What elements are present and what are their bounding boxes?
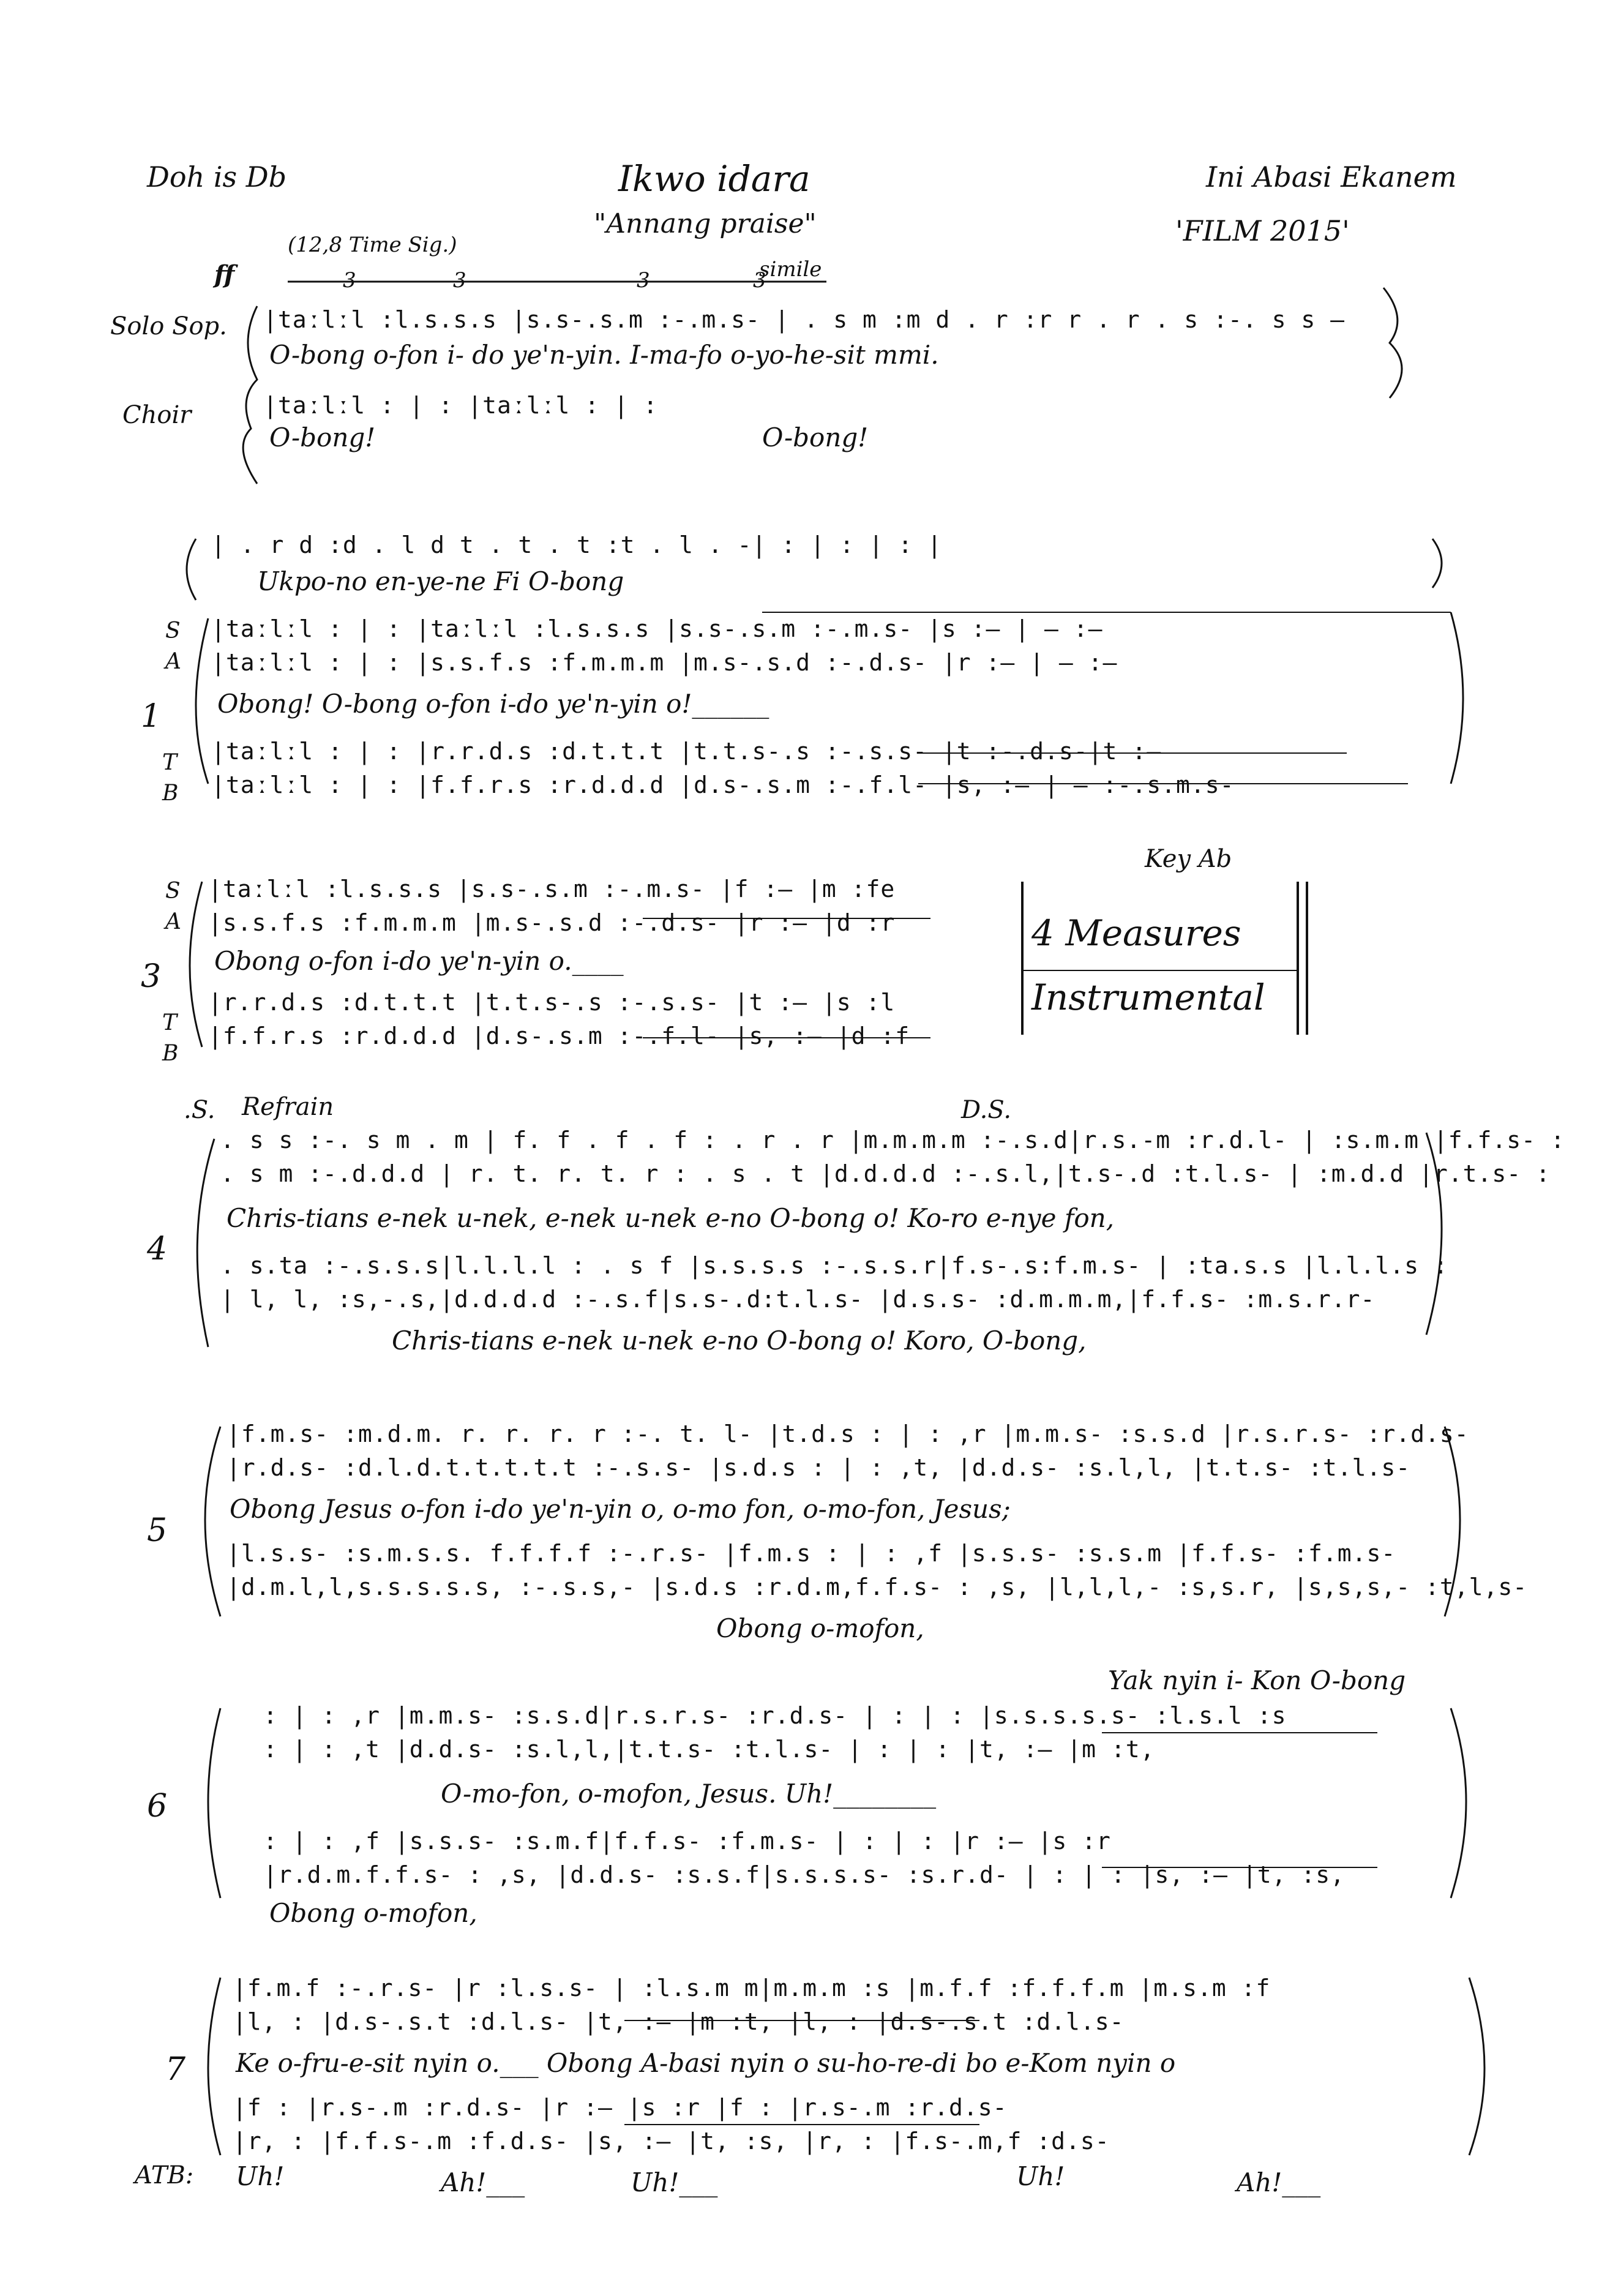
system5-s-notes: |f.m.s- :m.d.m. r. r. r. r :-. t. l- |t.d.s : | : ,r |m.m.s- :s.s.d |r.s.r.s- :r.d.s- <box>226 1420 1469 1447</box>
page-title: Ikwo idara <box>618 158 810 200</box>
triplet-mark-4: 3 <box>753 268 766 293</box>
system7-lyrics: Ke o-fru-e-sit nyin o.___ Obong A-basi nyin o su-ho-re-di bo e-Kom nyin o <box>236 2048 1176 2078</box>
system2-b-notes: |taːlːl : | : |f.f.r.s :r.d.d.d |d.s-.s.m :-.f.l- |s, :— | — :-.s.m.s- <box>211 771 1235 798</box>
system2-t-label: T <box>162 750 178 775</box>
system2-a-label: A <box>165 649 181 674</box>
page-subtitle: "Annang praise" <box>594 208 817 239</box>
system7-s-notes: |f.m.f :-.r.s- |r :l.s.s- | :l.s.m m|m.m.m :s |m.f.f :f.f.f.m |m.s.m :f <box>233 1975 1271 2001</box>
system6-lyrics-b: Obong o-mofon, <box>269 1898 477 1928</box>
system1-left-brace <box>243 306 257 484</box>
system7-a-notes: |l, : |d.s-.s.t :d.l.s- |t, :— |m :t, |l, : |d.s-.s.t :d.l.s- <box>233 2008 1125 2035</box>
system6-b-notes: |r.d.m.f.f.s- : ,s, |d.d.s- :s.s.f|s.s.s.s- :s.r.d- | : | : |s, :— |t, :s, <box>263 1861 1345 1888</box>
triplet-mark-2: 3 <box>453 268 466 293</box>
system6-number: 6 <box>147 1788 168 1825</box>
system3-t-notes: |r.r.d.s :d.t.t.t |t.t.s-.s :-.s.s- |t :— |s :l <box>208 989 896 1016</box>
system1-solo-lyrics: O-bong o-fon i- do ye'n-yin. I-ma-fo o-yo-he-sit mmi. <box>269 340 939 370</box>
system1-choir-notes: |taːlːl : | : |taːlːl : | : <box>263 392 658 419</box>
time-signature-note: (12,8 Time Sig.) <box>288 233 457 257</box>
segno-sign: .S. <box>184 1096 215 1124</box>
dynamic-marking: ff <box>214 260 235 289</box>
system2-t-notes: |taːlːl : | : |r.r.d.s :d.t.t.t |t.t.s-.s :-.s.s- |t :-.d.s-|t :— <box>211 738 1162 765</box>
system2-s-notes: |taːlːl : | : |taːlːl :l.s.s.s |s.s-.s.m :-.m.s- |s :— | — :— <box>211 615 1103 642</box>
system7-atb-lyrics-4: Uh! <box>1016 2161 1065 2191</box>
system7-number: 7 <box>165 2051 186 2088</box>
system7-atb-lyrics-2: Ah!___ <box>441 2167 525 2197</box>
refrain-label: Refrain <box>242 1093 334 1121</box>
system3-s-notes: |taːlːl :l.s.s.s |s.s-.s.m :-.m.s- |f :— |m :fe <box>208 876 896 902</box>
system3-a-label: A <box>165 909 181 934</box>
system3-a-notes: |s.s.f.s :f.m.m.m |m.s-.s.d :-.d.s- |r :— |d :r <box>208 909 896 936</box>
system1-solo-notes: |taːlːl :l.s.s.s |s.s-.s.m :-.m.s- | . s m :m d . r :r r . r . s :-. s s — <box>263 306 1345 333</box>
system7-atb-lyrics-3: Uh!___ <box>631 2167 718 2197</box>
system1-choir-lyrics-2: O-bong! <box>762 422 869 452</box>
system3-number: 3 <box>141 958 162 995</box>
system4-number: 4 <box>147 1231 168 1267</box>
system3-lyrics: Obong o-fon i-do ye'n-yin o.____ <box>214 946 624 976</box>
system3-b-notes: |f.f.r.s :r.d.d.d |d.s-.s.m :-.f.l- |s, :— |d :f <box>208 1022 910 1049</box>
ds-marking: D.S. <box>961 1096 1012 1124</box>
system2-number: 1 <box>141 698 162 735</box>
system2-a-notes: |taːlːl : | : |s.s.f.s :f.m.m.m |m.s-.s.d :-.d.s- |r :— | — :— <box>211 649 1118 676</box>
system5-b-notes: |d.m.l,l,s.s.s.s.s, :-.s.s,- |s.d.s :r.d.m,f.f.s- : ,s, |l,l,l,- :s,s.r, |s,s,s,- :t,l,s- <box>226 1574 1528 1600</box>
system4-a-notes: . s m :-.d.d.d | r. t. r. t. r : . s . t |d.d.d.d :-.s.l,|t.s-.d :t.l.s- | :m.d.d |r.t.s- : <box>220 1160 1551 1187</box>
system6-lyrics: O-mo-fon, o-mofon, Jesus. Uh!________ <box>441 1779 937 1809</box>
atb-label: ATB: <box>135 2161 194 2189</box>
system4-b-notes: | l, l, :s,-.s,|d.d.d.d :-.s.f|s.s-.d:t.l.s- |d.s.s- :d.m.m.m,|f.f.s- :m.s.r.r- <box>220 1286 1376 1313</box>
system4-s-notes: . s s :-. s m . m | f. f . f . f : . r . r |m.m.m.m :-.s.d|r.s.-m :r.d.l- | :s.m.m |f.f.s- : <box>220 1127 1565 1154</box>
system7-t-notes: |f : |r.s-.m :r.d.s- |r :— |s :r |f : |r.s-.m :r.d.s- <box>233 2094 1008 2121</box>
system7-b-notes: |r, : |f.f.s-.m :f.d.s- |s, :— |t, :s, |r, : |f.s-.m,f :d.s- <box>233 2128 1110 2155</box>
choir-label: Choir <box>122 401 192 429</box>
system6-s-notes: : | : ,r |m.m.s- :s.s.d|r.s.r.s- :r.d.s- | : | : |s.s.s.s.s- :l.s.l :s <box>263 1702 1287 1729</box>
system4-t-notes: . s.ta :-.s.s.s|l.l.l.l : . s f |s.s.s.s :-.s.s.r|f.s-.s:f.m.s- | :ta.s.s |l.l.l.s : <box>220 1252 1448 1279</box>
system6-yak-lyrics: Yak nyin i- Kon O-bong <box>1108 1665 1406 1695</box>
system2-b-label: B <box>162 781 179 806</box>
system2-lyrics: Obong! O-bong o-fon i-do ye'n-yin o!______ <box>217 689 769 719</box>
system2-solo-lyrics: Ukpo-no en-ye-ne Fi O-bong <box>257 566 624 596</box>
system3-b-label: B <box>162 1041 179 1066</box>
system3-s-label: S <box>165 879 181 904</box>
instrumental-box-line2: Instrumental <box>1031 977 1265 1018</box>
system4-lyrics: Chris-tians e-nek u-nek, e-nek u-nek e-no O-bong o! Ko-ro e-nye fon, <box>226 1203 1115 1233</box>
system6-t-notes: : | : ,f |s.s.s- :s.m.f|f.f.s- :f.m.s- | : | : |r :— |s :r <box>263 1828 1111 1855</box>
system1-choir-lyrics-1: O-bong! <box>269 422 376 452</box>
system4-lyrics-b: Chris-tians e-nek u-nek e-no O-bong o! Koro, O-bong, <box>392 1326 1087 1356</box>
system2-solo-notes: | . r d :d . l d t . t . t :t . l . -| : | : | : | <box>211 531 942 558</box>
key-change-label: Key Ab <box>1145 845 1232 873</box>
system1-right-brace <box>1383 288 1402 398</box>
instrumental-box-line1: 4 Measures <box>1031 912 1241 954</box>
system2-s-label: S <box>165 618 181 643</box>
system5-lyrics: Obong Jesus o-fon i-do ye'n-yin o, o-mo fon, o-mo-fon, Jesus; <box>230 1494 1011 1524</box>
system5-lyrics-b: Obong o-mofon, <box>716 1613 924 1643</box>
system6-a-notes: : | : ,t |d.d.s- :s.l,l,|t.t.s- :t.l.s- | : | : |t, :— |m :t, <box>263 1736 1155 1763</box>
solo-soprano-label: Solo Sop. <box>110 312 227 340</box>
system5-t-notes: |l.s.s- :s.m.s.s. f.f.f.f :-.r.s- |f.m.s : | : ,f |s.s.s- :s.s.m |f.f.s- :f.m.s- <box>226 1540 1396 1567</box>
system5-number: 5 <box>147 1512 168 1549</box>
system7-atb-lyrics-5: Ah!___ <box>1237 2167 1321 2197</box>
system3-t-label: T <box>162 1010 178 1035</box>
key-signature: Doh is Db <box>147 160 287 193</box>
film-label: 'FILM 2015' <box>1175 214 1350 247</box>
triplet-mark-1: 3 <box>343 268 356 293</box>
system5-a-notes: |r.d.s- :d.l.d.t.t.t.t.t :-.s.s- |s.d.s : | : ,t, |d.d.s- :s.l,l, |t.t.s- :t.l.s- <box>226 1454 1411 1481</box>
triplet-mark-3: 3 <box>637 268 650 293</box>
system7-atb-lyrics-1: Uh! <box>236 2161 285 2191</box>
simile-marking: simile <box>759 257 822 282</box>
composer-name: Ini Abasi Ekanem <box>1206 160 1457 193</box>
